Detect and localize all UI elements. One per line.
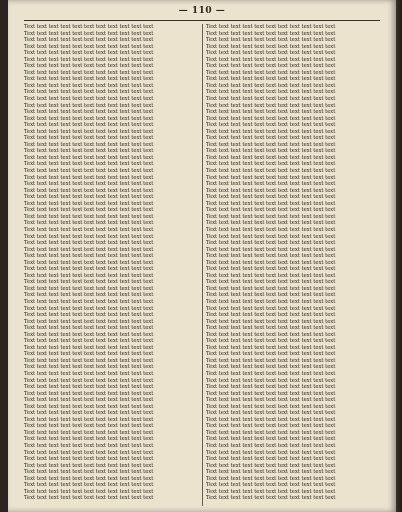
text-line: Text text text text text text text text text text text xyxy=(24,82,154,89)
text-line: Text text text text text text text text text text text xyxy=(24,24,154,30)
text-line: Text text text text text text text text text text text xyxy=(206,344,336,351)
text-line: Text text text text text text text text text text text xyxy=(206,436,336,443)
text-line: Text text text text text text text text text text text xyxy=(24,207,154,214)
text-line: Text text text text text text text text text text text xyxy=(24,50,154,57)
text-line: Text text text text text text text text text text text xyxy=(206,266,336,273)
text-line: Text text text text text text text text text text text xyxy=(24,298,154,305)
text-line: Text text text text text text text text text text text xyxy=(24,122,154,129)
text-line: Text text text text text text text text text text text xyxy=(24,233,154,240)
text-line: Text text text text text text text text text text text xyxy=(24,63,154,70)
text-line: Text text text text text text text text text text text xyxy=(206,403,336,410)
text-line: Text text text text text text text text text text text xyxy=(24,390,154,397)
text-line: Text text text text text text text text text text text xyxy=(206,305,336,312)
text-line: Text text text text text text text text text text text xyxy=(206,187,336,194)
text-line: Text text text text text text text text text text text xyxy=(24,410,154,417)
text-line: Text text text text text text text text text text text xyxy=(206,325,336,332)
text-line: Text text text text text text text text text text text xyxy=(206,174,336,181)
text-line: Text text text text text text text text text text text xyxy=(206,96,336,103)
text-line: Text text text text text text text text text text text xyxy=(24,259,154,266)
text-line: Text text text text text text text text text text text xyxy=(206,37,336,44)
text-line: Text text text text text text text text text text text xyxy=(206,495,336,502)
text-line: Text text text text text text text text text text text xyxy=(24,141,154,148)
page-number: — 110 — xyxy=(178,6,226,16)
text-line: Text text text text text text text text text text text xyxy=(206,338,336,345)
text-line: Text text text text text text text text text text text xyxy=(206,194,336,201)
text-line: Text text text text text text text text text text text xyxy=(206,377,336,384)
text-line: Text text text text text text text text text text text xyxy=(24,475,154,482)
text-line: Text text text text text text text text text text text xyxy=(206,331,336,338)
text-line: Text text text text text text text text text text text xyxy=(24,279,154,286)
text-line: Text text text text text text text text text text text xyxy=(206,364,336,371)
text-line: Text text text text text text text text text text text xyxy=(206,488,336,495)
text-line: Text text text text text text text text text text text xyxy=(24,377,154,384)
text-line: Text text text text text text text text text text text xyxy=(24,200,154,207)
text-line: Text text text text text text text text text text text xyxy=(24,403,154,410)
text-line: Text text text text text text text text text text text xyxy=(24,436,154,443)
text-line: Text text text text text text text text text text text xyxy=(206,128,336,135)
text-line: Text text text text text text text text text text text xyxy=(24,76,154,83)
text-line: Text text text text text text text text text text text xyxy=(206,207,336,214)
text-line: Text text text text text text text text text text text xyxy=(206,259,336,266)
text-line: Text text text text text text text text text text text xyxy=(24,96,154,103)
text-line: Text text text text text text text text text text text xyxy=(206,30,336,37)
text-line: Text text text text text text text text text text text xyxy=(24,69,154,76)
text-line: Text text text text text text text text text text text xyxy=(206,253,336,260)
text-line: Text text text text text text text text text text text xyxy=(24,220,154,227)
text-line: Text text text text text text text text text text text xyxy=(206,318,336,325)
text-line: Text text text text text text text text text text text xyxy=(206,443,336,449)
text-line: Text text text text text text text text text text text xyxy=(206,475,336,482)
text-line: Text text text text text text text text text text text xyxy=(206,357,336,364)
text-line: Text text text text text text text text text text text xyxy=(206,122,336,129)
text-line: Text text text text text text text text text text text xyxy=(24,37,154,44)
text-line: Text text text text text text text text text text text xyxy=(24,285,154,292)
text-line: Text text text text text text text text text text text xyxy=(24,325,154,332)
text-line: Text text text text text text text text text text text xyxy=(24,416,154,423)
text-line: Text text text text text text text text text text text xyxy=(24,364,154,371)
text-line: Text text text text text text text text text text text xyxy=(206,429,336,436)
text-line: Text text text text text text text text text text text xyxy=(24,482,154,489)
text-line: Text text text text text text text text text text text xyxy=(206,89,336,96)
text-line: Text text text text text text text text text text text xyxy=(206,246,336,253)
text-line: Text text text text text text text text text text text xyxy=(206,220,336,227)
text-line: Text text text text text text text text text text text xyxy=(206,272,336,279)
text-line: Text text text text text text text text text text text xyxy=(206,449,336,456)
text-line: Text text text text text text text text text text text xyxy=(24,292,154,299)
text-line: Text text text text text text text text text text text xyxy=(24,423,154,430)
text-line: Text text text text text text text text text text text xyxy=(24,161,154,168)
text-line: Text text text text text text text text text text text xyxy=(206,43,336,50)
text-line: Text text text text text text text text text text text xyxy=(24,429,154,436)
text-line: Text text text text text text text text text text text xyxy=(24,266,154,273)
text-line: Text text text text text text text text text text text xyxy=(24,443,154,449)
text-line: Text text text text text text text text text text text xyxy=(206,292,336,299)
text-line: Text text text text text text text text text text text xyxy=(24,181,154,188)
text-line: Text text text text text text text text text text text xyxy=(206,181,336,188)
text-line: Text text text text text text text text text text text xyxy=(24,109,154,116)
text-line: Text text text text text text text text text text text xyxy=(24,357,154,364)
text-line: Text text text text text text text text text text text xyxy=(24,154,154,161)
text-line: Text text text text text text text text text text text xyxy=(24,318,154,325)
text-line: Text text text text text text text text text text text xyxy=(24,370,154,377)
text-line: Text text text text text text text text text text text xyxy=(206,456,336,463)
text-line: Text text text text text text text text text text text xyxy=(24,305,154,312)
text-line: Text text text text text text text text text text text xyxy=(24,469,154,476)
text-line: Text text text text text text text text text text text xyxy=(206,482,336,489)
page-edge xyxy=(396,0,402,512)
text-line: Text text text text text text text text text text text xyxy=(24,128,154,135)
text-line: Text text text text text text text text text text text xyxy=(206,390,336,397)
text-line: Text text text text text text text text text text text xyxy=(206,226,336,233)
text-line: Text text text text text text text text text text text xyxy=(206,351,336,358)
text-line: Text text text text text text text text text text text xyxy=(24,174,154,181)
text-line: Text text text text text text text text text text text xyxy=(206,148,336,155)
text-line: Text text text text text text text text text text text xyxy=(206,50,336,57)
text-line: Text text text text text text text text text text text xyxy=(24,226,154,233)
text-column-left xyxy=(24,24,198,506)
header-rule xyxy=(24,20,380,21)
text-line: Text text text text text text text text text text text xyxy=(24,194,154,201)
text-line: Text text text text text text text text text text text xyxy=(206,410,336,417)
text-line: Text text text text text text text text text text text xyxy=(24,397,154,404)
book-page xyxy=(8,0,396,512)
text-line: Text text text text text text text text text text text xyxy=(24,456,154,463)
text-line: Text text text text text text text text text text text xyxy=(24,351,154,358)
text-line: Text text text text text text text text text text text xyxy=(206,168,336,175)
text-line: Text text text text text text text text text text text xyxy=(24,213,154,220)
text-line: Text text text text text text text text text text text xyxy=(206,423,336,430)
text-line: Text text text text text text text text text text text xyxy=(24,384,154,391)
text-line: Text text text text text text text text text text text xyxy=(206,154,336,161)
text-line: Text text text text text text text text text text text xyxy=(206,102,336,109)
text-line: Text text text text text text text text text text text xyxy=(206,69,336,76)
text-line: Text text text text text text text text text text text xyxy=(206,82,336,89)
text-line: Text text text text text text text text text text text xyxy=(206,416,336,423)
text-line: Text text text text text text text text text text text xyxy=(24,89,154,96)
text-line: Text text text text text text text text text text text xyxy=(24,488,154,495)
text-line: Text text text text text text text text text text text xyxy=(24,43,154,50)
text-line: Text text text text text text text text text text text xyxy=(24,246,154,253)
text-line: Text text text text text text text text text text text xyxy=(206,285,336,292)
text-line: Text text text text text text text text text text text xyxy=(206,462,336,469)
text-line: Text text text text text text text text text text text xyxy=(206,56,336,63)
text-line: Text text text text text text text text text text text xyxy=(206,109,336,116)
text-line: Text text text text text text text text text text text xyxy=(206,298,336,305)
text-line: Text text text text text text text text text text text xyxy=(24,344,154,351)
column-divider xyxy=(202,24,203,506)
text-line: Text text text text text text text text text text text xyxy=(206,200,336,207)
text-line: Text text text text text text text text text text text xyxy=(24,253,154,260)
text-line: Text text text text text text text text text text text xyxy=(206,370,336,377)
text-line: Text text text text text text text text text text text xyxy=(206,240,336,247)
text-line: Text text text text text text text text text text text xyxy=(24,338,154,345)
text-line: Text text text text text text text text text text text xyxy=(24,240,154,247)
text-line: Text text text text text text text text text text text xyxy=(206,384,336,391)
text-line: Text text text text text text text text text text text xyxy=(206,115,336,122)
text-line: Text text text text text text text text text text text xyxy=(206,469,336,476)
text-line: Text text text text text text text text text text text xyxy=(24,115,154,122)
text-line: Text text text text text text text text text text text xyxy=(206,161,336,168)
text-line: Text text text text text text text text text text text xyxy=(24,312,154,319)
text-column-right xyxy=(206,24,380,506)
text-line: Text text text text text text text text text text text xyxy=(24,168,154,175)
text-line: Text text text text text text text text text text text xyxy=(24,462,154,469)
text-line: Text text text text text text text text text text text xyxy=(24,272,154,279)
text-line: Text text text text text text text text text text text xyxy=(206,24,336,30)
text-line: Text text text text text text text text text text text xyxy=(24,449,154,456)
text-line: Text text text text text text text text text text text xyxy=(206,397,336,404)
text-line: Text text text text text text text text text text text xyxy=(206,76,336,83)
text-line: Text text text text text text text text text text text xyxy=(24,148,154,155)
text-line: Text text text text text text text text text text text xyxy=(24,56,154,63)
text-line: Text text text text text text text text text text text xyxy=(24,495,154,502)
text-line: Text text text text text text text text text text text xyxy=(206,141,336,148)
text-line: Text text text text text text text text text text text xyxy=(206,135,336,142)
text-line: Text text text text text text text text text text text xyxy=(206,279,336,286)
text-line: Text text text text text text text text text text text xyxy=(206,312,336,319)
text-line: Text text text text text text text text text text text xyxy=(206,213,336,220)
text-line: Text text text text text text text text text text text xyxy=(24,30,154,37)
text-line: Text text text text text text text text text text text xyxy=(24,102,154,109)
text-line: Text text text text text text text text text text text xyxy=(24,187,154,194)
text-line: Text text text text text text text text text text text xyxy=(24,331,154,338)
text-line: Text text text text text text text text text text text xyxy=(24,135,154,142)
text-line: Text text text text text text text text text text text xyxy=(206,233,336,240)
text-line: Text text text text text text text text text text text xyxy=(206,63,336,70)
